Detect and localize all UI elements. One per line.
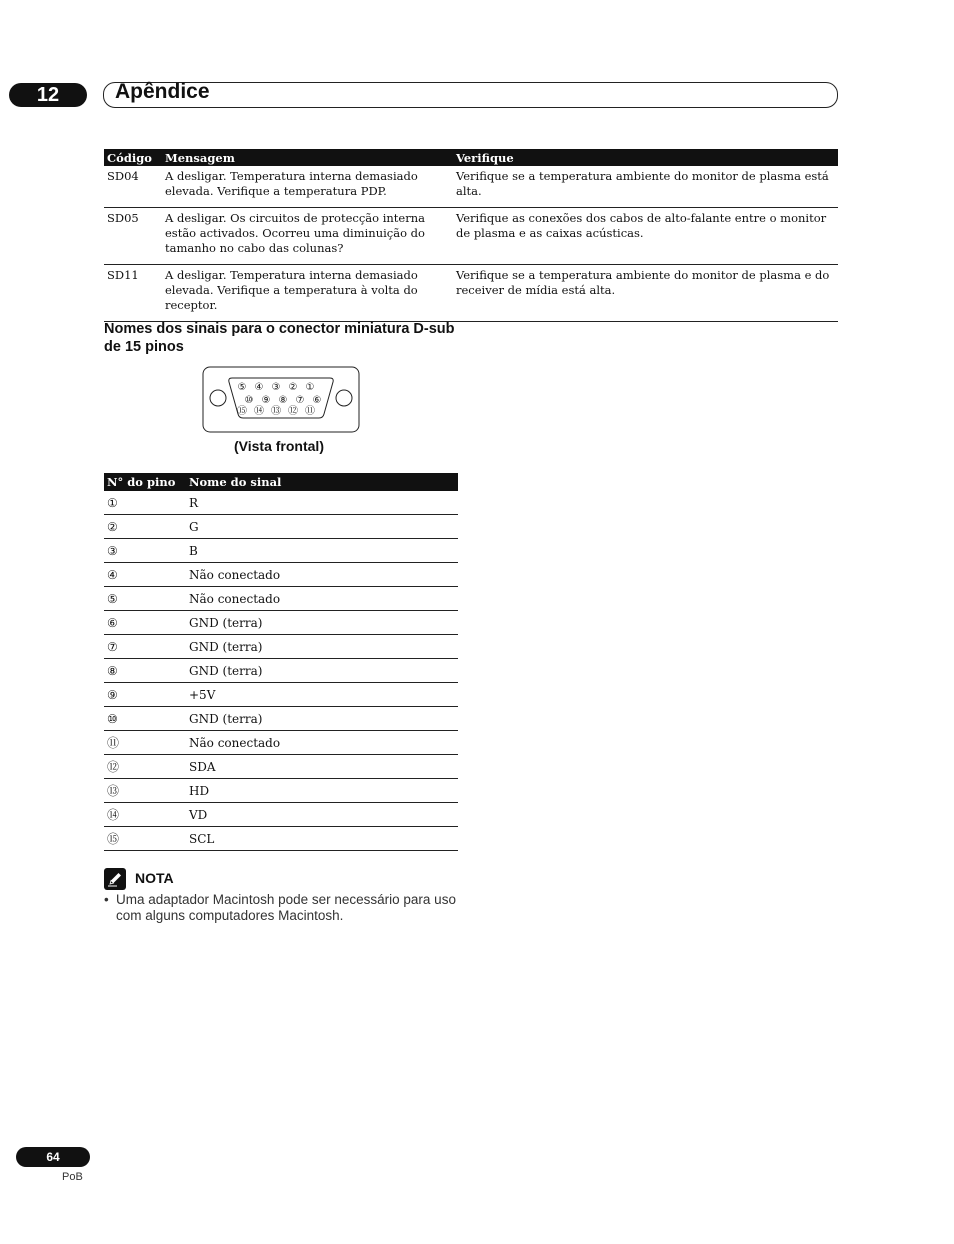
page-number-badge [16,1147,90,1167]
section-heading: Nomes dos sinais para o conector miniatura D-sub de 15 pinos [104,321,455,355]
pin-number: ⑭ [104,803,186,827]
connector-pin-label: ⑨ [261,395,271,406]
table-row [104,265,838,322]
signal-name: VD [186,803,458,827]
language-code: PoB [62,1171,83,1183]
column-header-signal: Nome do sinal [186,473,458,491]
table-row [104,635,458,659]
signal-name: SDA [186,755,458,779]
connector-pin-label: ⑫ [288,406,298,417]
signal-name: GND (terra) [186,707,458,731]
pin-number: ⑤ [104,587,186,611]
chapter-title-bar [103,82,838,108]
table-row [104,491,458,515]
table-header-row [104,149,838,166]
connector-pin-label: ② [288,382,298,393]
table-row [104,659,458,683]
error-code-table [104,149,838,322]
table-row [104,587,458,611]
connector-pin-label: ④ [254,382,264,393]
error-check: Verifique se a temperatura ambiente do monitor de plasma está alta. [453,166,838,208]
error-code: SD05 [104,208,162,265]
table-row [104,779,458,803]
connector-pin-label: ⑦ [295,395,305,406]
pin-number: ⑧ [104,659,186,683]
chapter-number-badge [9,83,87,107]
column-header-message: Mensagem [162,149,453,166]
table-row [104,208,838,265]
table-row [104,563,458,587]
pin-number: ⑬ [104,779,186,803]
note-item [104,892,464,924]
chapter-title: Apêndice [115,80,210,103]
signal-name: +5V [186,683,458,707]
pin-number: ⑫ [104,755,186,779]
pin-number: ② [104,515,186,539]
signal-name: GND (terra) [186,635,458,659]
table-row [104,683,458,707]
pin-number: ③ [104,539,186,563]
signal-name: R [186,491,458,515]
error-check: Verifique as conexões dos cabos de alto-falante entre o monitor de plasma e as caixas acústicas. [453,208,838,265]
column-header-pin: N° do pino [104,473,186,491]
signal-name: B [186,539,458,563]
error-message: A desligar. Temperatura interna demasiado elevada. Verifique a temperatura à volta do receptor. [162,265,453,322]
signal-name: Não conectado [186,731,458,755]
table-row [104,611,458,635]
bullet: • [104,892,109,907]
connector-pin-label: ⑮ [237,406,247,417]
mounting-hole-right [336,390,352,406]
signal-name: HD [186,779,458,803]
connector-pin-label: ⑪ [305,406,315,417]
page-number: 64 [46,1150,60,1164]
table-row [104,707,458,731]
table-row [104,515,458,539]
table-row [104,731,458,755]
pin-number: ⑥ [104,611,186,635]
mounting-hole-left [210,390,226,406]
table-row [104,166,838,208]
connector-pin-label: ⑧ [278,395,288,406]
note-text: Uma adaptador Macintosh pode ser necessário para uso com alguns computadores Macintosh. [116,892,456,923]
table-row [104,755,458,779]
pin-number: ⑩ [104,707,186,731]
table-header-row [104,473,458,491]
connector-pin-label: ⑭ [254,406,264,417]
connector-pin-label: ⑬ [271,406,281,417]
pin-number: ⑪ [104,731,186,755]
table-row [104,539,458,563]
connector-caption: (Vista frontal) [234,438,324,454]
signal-name: GND (terra) [186,659,458,683]
pin-number: ⑮ [104,827,186,851]
dsub-connector-diagram [202,366,360,434]
error-code: SD04 [104,166,162,208]
connector-pin-label: ① [305,382,315,393]
connector-pin-label: ⑥ [312,395,322,406]
column-header-check: Verifique [453,149,838,166]
pencil-icon-graphic [104,868,126,890]
connector-pin-label: ⑤ [237,382,247,393]
signal-name: SCL [186,827,458,851]
signal-name: G [186,515,458,539]
signal-name: Não conectado [186,587,458,611]
pin-number: ⑨ [104,683,186,707]
column-header-code: Código [104,149,162,166]
pin-signal-table [104,473,458,851]
pencil-icon [104,868,126,890]
error-message: A desligar. Temperatura interna demasiado elevada. Verifique a temperatura PDP. [162,166,453,208]
pin-number: ④ [104,563,186,587]
error-code: SD11 [104,265,162,322]
note-title: NOTA [135,870,174,886]
pin-number: ⑦ [104,635,186,659]
error-check: Verifique se a temperatura ambiente do monitor de plasma e do receiver de mídia está alta. [453,265,838,322]
table-row [104,803,458,827]
signal-name: Não conectado [186,563,458,587]
connector-pin-label: ③ [271,382,281,393]
pin-number: ① [104,491,186,515]
chapter-number: 12 [36,83,60,106]
table-row [104,827,458,851]
connector-pin-label: ⑩ [244,395,254,406]
signal-name: GND (terra) [186,611,458,635]
error-message: A desligar. Os circuitos de protecção interna estão activados. Ocorreu uma diminuição do tamanho no cabo das colunas? [162,208,453,265]
